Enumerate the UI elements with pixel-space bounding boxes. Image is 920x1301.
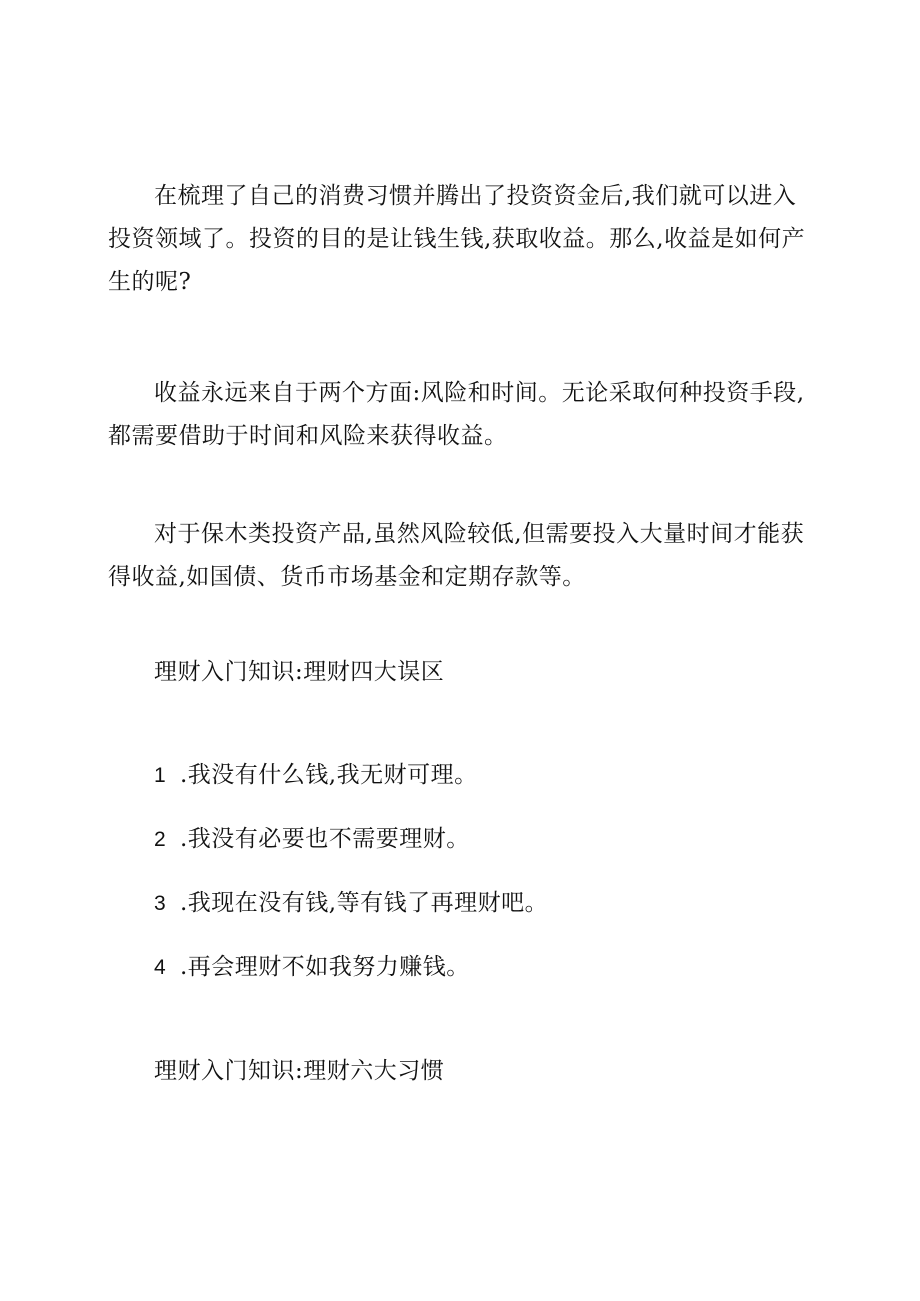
paragraph-risk-and-time: 收益永远来自于两个方面:风险和时间。无论采取何种投资手段,都需要借助于时间和风险来获得收益。 [108, 380, 805, 449]
section-heading-six-habits: 理财入门知识:理财六大习惯 [154, 1058, 445, 1084]
section-heading-four-mistakes: 理财入门知识:理财四大误区 [154, 659, 445, 685]
list-item [154, 824, 548, 888]
list-item [154, 760, 548, 824]
list-item-number: 3 [154, 892, 167, 915]
list-item-number: 4 [154, 956, 167, 979]
list-item-number: 1 [154, 764, 167, 787]
list-item [154, 952, 548, 1016]
list-item-number: 2 [154, 828, 167, 851]
list-item-text: .我没有什么钱,我无财可理。 [180, 762, 478, 788]
paragraph-low-risk-products: 对于保木类投资产品,虽然风险较低,但需要投入大量时间才能获得收益,如国债、货币市场基金和定期存款等。 [108, 521, 805, 590]
list-item-text: .再会理财不如我努力赚钱。 [180, 954, 470, 980]
list-item-text: .我现在没有钱,等有钱了再理财吧。 [180, 890, 549, 916]
mistakes-list [154, 760, 548, 1016]
paragraph-investment-intro: 在梳理了自己的消费习惯并腾出了投资资金后,我们就可以进入投资领域了。投资的目的是让钱生钱,获取收益。那么,收益是如何产生的呢? [108, 183, 806, 295]
list-item-text: .我没有必要也不需要理财。 [180, 826, 470, 852]
list-item [154, 888, 548, 952]
